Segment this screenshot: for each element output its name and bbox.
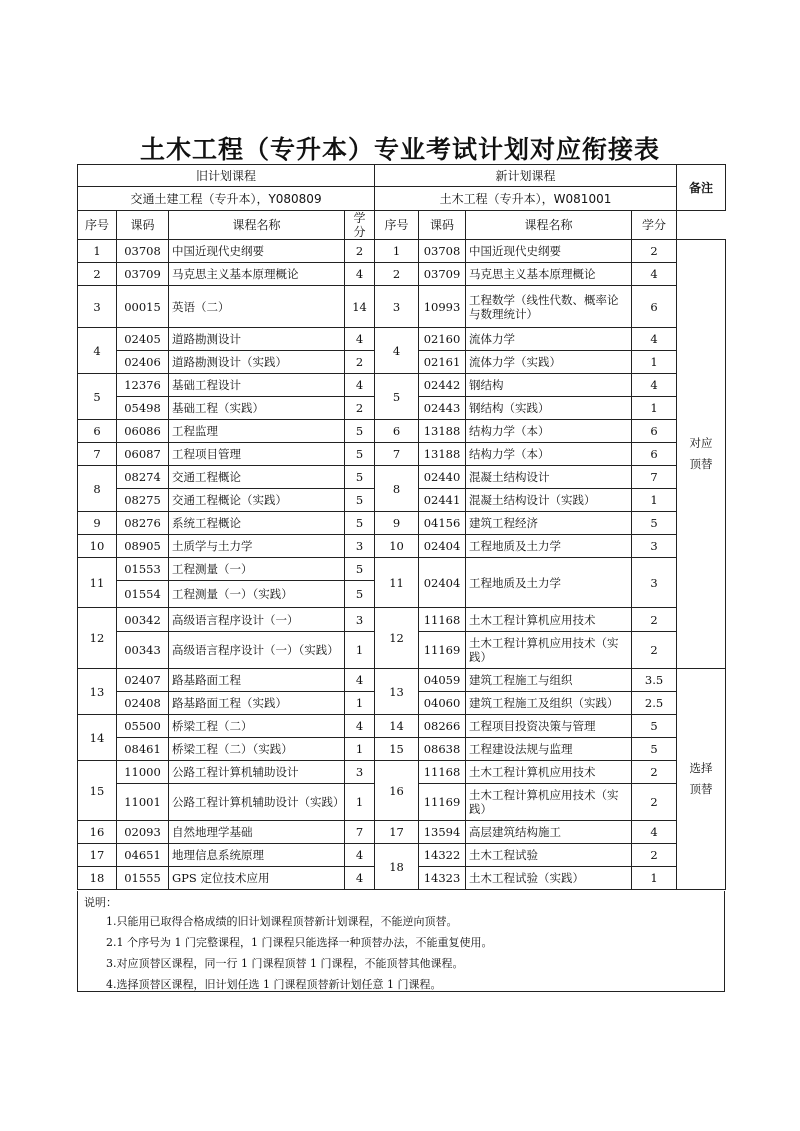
new-seq-cell: 4 [375,328,419,374]
new-name-cell: 工程项目投资决策与管理 [466,715,632,738]
old-seq-cell: 13 [78,669,117,715]
old-credit-cell: 7 [345,821,375,844]
old-code-cell: 06087 [117,443,169,466]
new-seq-cell: 16 [375,761,419,821]
old-name-cell: 工程监理 [169,420,345,443]
table-row [78,263,726,286]
table-row [78,374,726,397]
old-name-cell: 马克思主义基本原理概论 [169,263,345,286]
old-credit-cell: 1 [345,738,375,761]
old-seq-cell: 8 [78,466,117,512]
old-code-cell: 08275 [117,489,169,512]
new-credit-cell: 1 [632,867,677,890]
old-code-cell: 01555 [117,867,169,890]
new-seq-cell: 15 [375,738,419,761]
table-row [78,466,726,489]
old-credit-cell: 4 [345,715,375,738]
old-code-cell: 08461 [117,738,169,761]
new-code-cell: 14323 [419,867,466,890]
table-row [78,844,726,867]
new-code-cell: 04156 [419,512,466,535]
new-credit-cell: 6 [632,443,677,466]
new-name-cell: 土木工程试验 [466,844,632,867]
table-row [78,443,726,466]
new-code-cell: 11169 [419,784,466,821]
new-seq-cell: 11 [375,558,419,608]
old-code-cell: 02093 [117,821,169,844]
old-credit-cell: 1 [345,632,375,669]
old-code-cell: 00342 [117,608,169,632]
new-code-cell: 02160 [419,328,466,351]
new-credit-cell: 2 [632,632,677,669]
old-plan-header: 旧计划课程 [78,165,375,187]
old-credit-cell: 4 [345,374,375,397]
table-row [78,240,726,263]
old-name-cell: 路基路面工程（实践） [169,692,345,715]
col-credit-new: 学分 [632,211,677,240]
table-row [78,286,726,328]
new-seq-cell: 14 [375,715,419,738]
new-credit-cell: 1 [632,489,677,512]
table-row [78,738,726,761]
new-code-cell: 02442 [419,374,466,397]
new-code-cell: 13188 [419,443,466,466]
old-name-cell: 自然地理学基础 [169,821,345,844]
old-name-cell: 路基路面工程 [169,669,345,692]
col-seq-new: 序号 [375,211,419,240]
old-code-cell: 11000 [117,761,169,784]
new-seq-cell: 3 [375,286,419,328]
new-code-cell: 10993 [419,286,466,328]
old-code-cell: 00015 [117,286,169,328]
new-seq-cell: 18 [375,844,419,890]
old-credit-cell: 1 [345,784,375,821]
new-seq-cell: 9 [375,512,419,535]
table-row [78,420,726,443]
old-seq-cell: 11 [78,558,117,608]
old-code-cell: 04651 [117,844,169,867]
table-row [78,761,726,784]
old-code-cell: 01554 [117,581,169,608]
old-seq-cell: 1 [78,240,117,263]
old-seq-cell: 2 [78,263,117,286]
new-credit-cell: 5 [632,738,677,761]
old-name-cell: 桥梁工程（二）（实践） [169,738,345,761]
new-name-cell: 钢结构 [466,374,632,397]
old-name-cell: 公路工程计算机辅助设计（实践） [169,784,345,821]
new-code-cell: 02161 [419,351,466,374]
new-credit-cell: 1 [632,397,677,420]
old-name-cell: 交通工程概论 [169,466,345,489]
old-seq-cell: 7 [78,443,117,466]
new-code-cell: 02404 [419,535,466,558]
new-code-cell: 02441 [419,489,466,512]
old-code-cell: 02407 [117,669,169,692]
old-code-cell: 01553 [117,558,169,581]
col-credit-old: 学分 [345,211,375,240]
new-credit-cell: 2 [632,844,677,867]
old-name-cell: 地理信息系统原理 [169,844,345,867]
old-name-cell: 高级语言程序设计（一） [169,608,345,632]
old-code-cell: 03709 [117,263,169,286]
old-credit-cell: 3 [345,535,375,558]
old-credit-cell: 5 [345,420,375,443]
old-seq-cell: 15 [78,761,117,821]
new-code-cell: 11168 [419,608,466,632]
old-code-cell: 11001 [117,784,169,821]
new-name-cell: 土木工程计算机应用技术（实践） [466,632,632,669]
new-name-cell: 工程数学（线性代数、概率论与数理统计） [466,286,632,328]
table-row [78,558,726,581]
table-row [78,608,726,632]
old-name-cell: 系统工程概论 [169,512,345,535]
new-seq-cell: 13 [375,669,419,715]
old-seq-cell: 6 [78,420,117,443]
new-code-cell: 02440 [419,466,466,489]
new-code-cell: 04059 [419,669,466,692]
new-code-cell: 03708 [419,240,466,263]
new-credit-cell: 2.5 [632,692,677,715]
remark-optional: 选择 顶替 [677,669,726,890]
new-name-cell: 土木工程试验（实践） [466,867,632,890]
old-credit-cell: 4 [345,263,375,286]
old-name-cell: 中国近现代史纲要 [169,240,345,263]
old-code-cell: 05498 [117,397,169,420]
new-credit-cell: 5 [632,715,677,738]
new-name-cell: 流体力学 [466,328,632,351]
new-credit-cell: 6 [632,286,677,328]
col-code-new: 课码 [419,211,466,240]
page-title: 土木工程（专升本）专业考试计划对应衔接表 [139,135,660,164]
new-seq-cell: 10 [375,535,419,558]
note-item: 4.选择顶替区课程，旧计划任选 1 门课程顶替新计划任意 1 门课程。 [106,978,442,991]
old-code-cell: 02408 [117,692,169,715]
notes-section [77,891,725,992]
header-row-columns [78,211,726,240]
new-credit-cell: 3.5 [632,669,677,692]
new-credit-cell: 2 [632,761,677,784]
old-code-cell: 02406 [117,351,169,374]
new-credit-cell: 5 [632,512,677,535]
old-seq-cell: 5 [78,374,117,420]
new-seq-cell: 2 [375,263,419,286]
new-code-cell: 03709 [419,263,466,286]
new-seq-cell: 6 [375,420,419,443]
new-credit-cell: 3 [632,558,677,608]
new-name-cell: 钢结构（实践） [466,397,632,420]
new-credit-cell: 6 [632,420,677,443]
old-credit-cell: 2 [345,351,375,374]
old-credit-cell: 5 [345,581,375,608]
old-credit-cell: 2 [345,397,375,420]
header-row-majors [78,187,726,211]
new-code-cell: 02443 [419,397,466,420]
old-code-cell: 08274 [117,466,169,489]
old-credit-cell: 14 [345,286,375,328]
old-credit-cell: 4 [345,867,375,890]
remark-header: 备注 [677,165,726,211]
old-name-cell: 工程项目管理 [169,443,345,466]
new-name-cell: 结构力学（本） [466,443,632,466]
new-code-cell: 13594 [419,821,466,844]
new-seq-cell: 5 [375,374,419,420]
new-name-cell: 马克思主义基本原理概论 [466,263,632,286]
new-name-cell: 工程地质及土力学 [466,535,632,558]
old-seq-cell: 16 [78,821,117,844]
old-name-cell: 土质学与土力学 [169,535,345,558]
new-seq-cell: 12 [375,608,419,669]
new-name-cell: 土木工程计算机应用技术（实践） [466,784,632,821]
new-plan-header: 新计划课程 [375,165,677,187]
header-row-plans [78,165,726,187]
old-credit-cell: 5 [345,443,375,466]
table-row [78,535,726,558]
table-row [78,512,726,535]
new-seq-cell: 1 [375,240,419,263]
new-seq-cell: 8 [375,466,419,512]
col-name-new: 课程名称 [466,211,632,240]
new-code-cell: 11168 [419,761,466,784]
table-body [78,165,726,890]
new-credit-cell: 2 [632,240,677,263]
old-name-cell: 基础工程（实践） [169,397,345,420]
new-name-cell: 结构力学（本） [466,420,632,443]
old-name-cell: GPS 定位技术应用 [169,867,345,890]
old-code-cell: 05500 [117,715,169,738]
old-name-cell: 公路工程计算机辅助设计 [169,761,345,784]
table-row [78,328,726,351]
old-credit-cell: 4 [345,844,375,867]
old-seq-cell: 18 [78,867,117,890]
new-name-cell: 流体力学（实践） [466,351,632,374]
new-seq-cell: 7 [375,443,419,466]
new-code-cell: 08638 [419,738,466,761]
old-seq-cell: 10 [78,535,117,558]
new-code-cell: 02404 [419,558,466,608]
old-name-cell: 道路勘测设计 [169,328,345,351]
old-credit-cell: 5 [345,466,375,489]
old-credit-cell: 5 [345,512,375,535]
old-credit-cell: 1 [345,692,375,715]
new-name-cell: 混凝土结构设计 [466,466,632,489]
new-name-cell: 土木工程计算机应用技术 [466,608,632,632]
new-name-cell: 土木工程计算机应用技术 [466,761,632,784]
new-code-cell: 08266 [419,715,466,738]
old-credit-cell: 4 [345,669,375,692]
old-credit-cell: 3 [345,608,375,632]
old-major-header: 交通土建工程（专升本），Y080809 [78,187,375,211]
new-name-cell: 建筑工程施工及组织（实践） [466,692,632,715]
new-code-cell: 11169 [419,632,466,669]
table-row [78,715,726,738]
new-name-cell: 中国近现代史纲要 [466,240,632,263]
old-name-cell: 交通工程概论（实践） [169,489,345,512]
old-credit-cell: 5 [345,489,375,512]
old-credit-cell: 3 [345,761,375,784]
old-code-cell: 00343 [117,632,169,669]
new-credit-cell: 2 [632,784,677,821]
old-code-cell: 12376 [117,374,169,397]
new-credit-cell: 4 [632,328,677,351]
new-name-cell: 工程建设法规与监理 [466,738,632,761]
notes-heading: 说明： [84,896,117,909]
new-credit-cell: 3 [632,535,677,558]
old-code-cell: 02405 [117,328,169,351]
old-name-cell: 英语（二） [169,286,345,328]
note-item: 1.只能用已取得合格成绩的旧计划课程顶替新计划课程，不能逆向顶替。 [106,915,458,928]
note-item: 2.1 个序号为 1 门完整课程，1 门课程只能选择一种顶替办法，不能重复使用。 [106,936,493,949]
old-seq-cell: 12 [78,608,117,669]
course-mapping-table [77,164,726,890]
new-code-cell: 14322 [419,844,466,867]
col-code-old: 课码 [117,211,169,240]
new-major-header: 土木工程（专升本），W081001 [375,187,677,211]
new-name-cell: 建筑工程施工与组织 [466,669,632,692]
col-seq-old: 序号 [78,211,117,240]
new-name-cell: 工程地质及土力学 [466,558,632,608]
old-credit-cell: 4 [345,328,375,351]
col-name-old: 课程名称 [169,211,345,240]
old-name-cell: 工程测量（一）（实践） [169,581,345,608]
new-code-cell: 13188 [419,420,466,443]
new-name-cell: 混凝土结构设计（实践） [466,489,632,512]
old-name-cell: 桥梁工程（二） [169,715,345,738]
old-seq-cell: 14 [78,715,117,761]
old-seq-cell: 17 [78,844,117,867]
old-code-cell: 03708 [117,240,169,263]
new-credit-cell: 4 [632,374,677,397]
old-name-cell: 道路勘测设计（实践） [169,351,345,374]
old-seq-cell: 3 [78,286,117,328]
new-credit-cell: 2 [632,608,677,632]
old-seq-cell: 4 [78,328,117,374]
old-credit-cell: 5 [345,558,375,581]
new-credit-cell: 4 [632,821,677,844]
old-name-cell: 工程测量（一） [169,558,345,581]
old-seq-cell: 9 [78,512,117,535]
new-credit-cell: 7 [632,466,677,489]
old-name-cell: 基础工程设计 [169,374,345,397]
old-code-cell: 08905 [117,535,169,558]
new-seq-cell: 17 [375,821,419,844]
note-item: 3.对应顶替区课程，同一行 1 门课程顶替 1 门课程，不能顶替其他课程。 [106,957,464,970]
old-code-cell: 08276 [117,512,169,535]
old-credit-cell: 2 [345,240,375,263]
old-name-cell: 高级语言程序设计（一）（实践） [169,632,345,669]
remark-corresponding: 对应 顶替 [677,240,726,669]
new-credit-cell: 1 [632,351,677,374]
table-row [78,821,726,844]
new-credit-cell: 4 [632,263,677,286]
new-name-cell: 高层建筑结构施工 [466,821,632,844]
table-row [78,669,726,692]
old-code-cell: 06086 [117,420,169,443]
new-name-cell: 建筑工程经济 [466,512,632,535]
new-code-cell: 04060 [419,692,466,715]
